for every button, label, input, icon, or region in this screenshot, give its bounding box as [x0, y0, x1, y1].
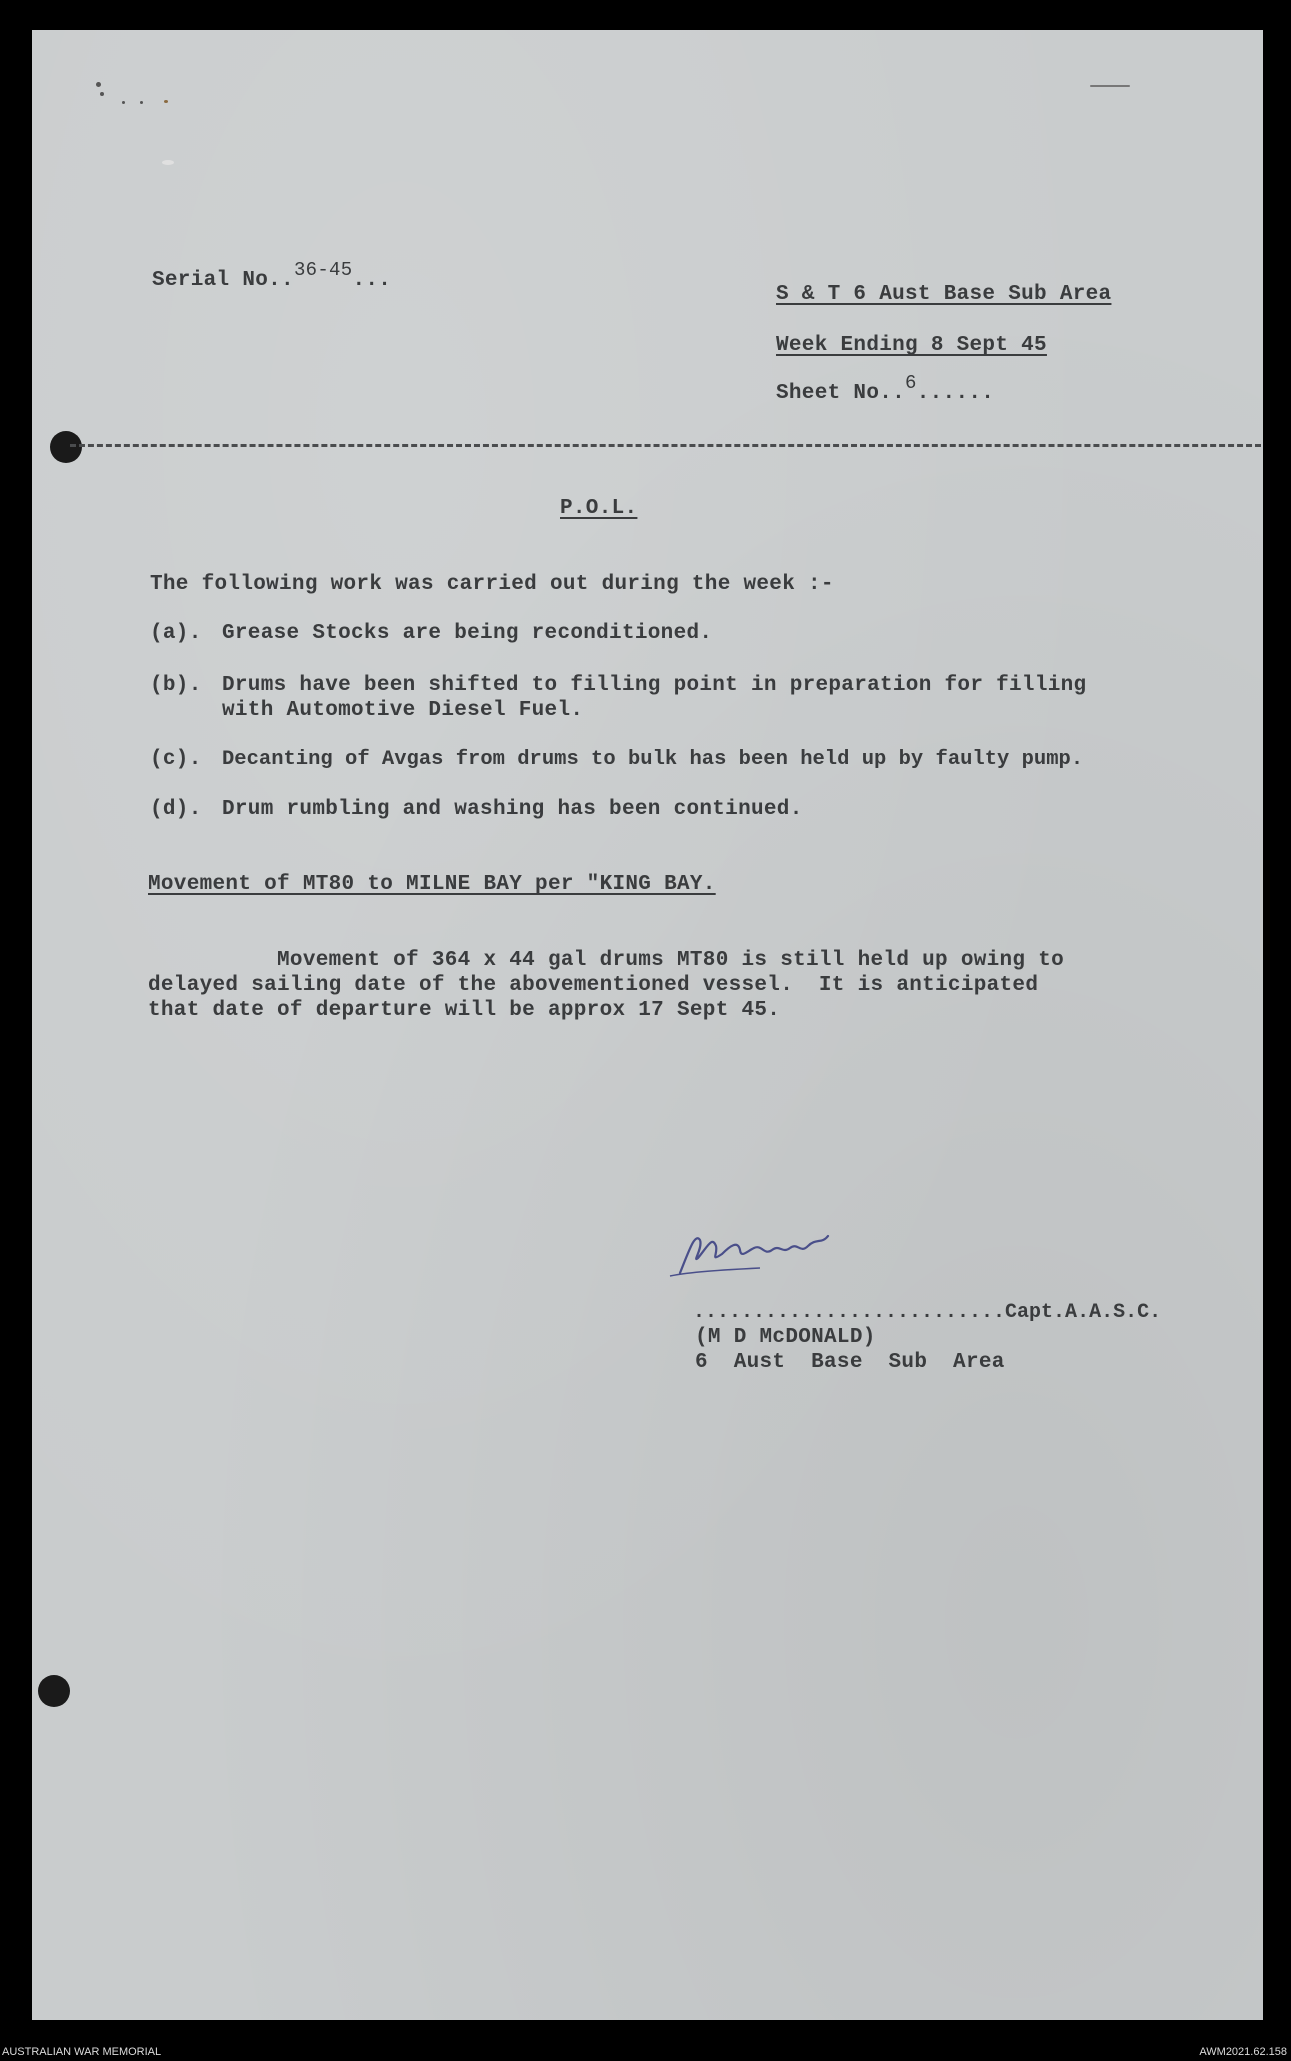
- paper-mark: [164, 100, 168, 103]
- movement-heading: Movement of MT80 to MILNE BAY per "KING BAY.: [148, 873, 716, 896]
- item-letter: (c).: [150, 748, 202, 771]
- document-page: [32, 30, 1263, 2020]
- punch-hole-top: [50, 431, 82, 463]
- handwritten-signature: [650, 1228, 895, 1278]
- item-text: Drums have been shifted to filling point in preparation for filling: [222, 674, 1087, 697]
- paragraph-line: Movement of 364 x 44 gal drums MT80 is still held up owing to: [148, 949, 1065, 972]
- footer-credit: AUSTRALIAN WAR MEMORIAL: [2, 2046, 162, 2058]
- item-text: Decanting of Avgas from drums to bulk has been held up by faulty pump.: [222, 748, 1084, 771]
- sheet-trail: ......: [916, 382, 995, 405]
- paper-mark: [122, 101, 125, 104]
- intro-line: The following work was carried out during the week :-: [150, 573, 834, 596]
- serial-number: 36-45: [293, 259, 353, 281]
- serial-label: Serial No..: [152, 269, 294, 292]
- item-letter: (b).: [150, 674, 202, 697]
- separator-rule: [70, 444, 1261, 447]
- item-text: with Automotive Diesel Fuel.: [222, 699, 584, 722]
- sheet-label: Sheet No..: [776, 382, 906, 405]
- item-text: Drum rumbling and washing has been continued.: [222, 798, 803, 821]
- footer-reference: AWM2021.62.158: [1199, 2046, 1287, 2058]
- item-letter: (d).: [150, 798, 202, 821]
- sheet-number: 6: [905, 372, 917, 394]
- paper-mark: [162, 160, 174, 165]
- signatory-name: (M D McDONALD): [695, 1326, 876, 1349]
- paragraph-line: delayed sailing date of the abovementioned vessel. It is anticipated: [148, 974, 1039, 997]
- signatory-unit: 6 Aust Base Sub Area: [695, 1351, 1005, 1374]
- signature-rank-line: ..........................Capt.A.A.S.C.: [693, 1301, 1162, 1324]
- paper-mark: [100, 92, 104, 96]
- serial-number-line: [152, 259, 392, 294]
- section-title: P.O.L.: [560, 497, 638, 520]
- serial-trail: ...: [352, 269, 392, 292]
- paper-mark: [140, 101, 143, 104]
- sheet-number-line: [776, 372, 995, 407]
- paper-mark: [1090, 85, 1130, 87]
- punch-hole-bottom: [38, 1675, 70, 1707]
- paper-mark: [96, 82, 101, 87]
- item-letter: (a).: [150, 622, 202, 645]
- item-text: Grease Stocks are being reconditioned.: [222, 622, 713, 645]
- week-ending: Week Ending 8 Sept 45: [776, 334, 1047, 357]
- unit-heading: S & T 6 Aust Base Sub Area: [776, 283, 1112, 306]
- paragraph-line: that date of departure will be approx 17 Sept 45.: [148, 999, 781, 1022]
